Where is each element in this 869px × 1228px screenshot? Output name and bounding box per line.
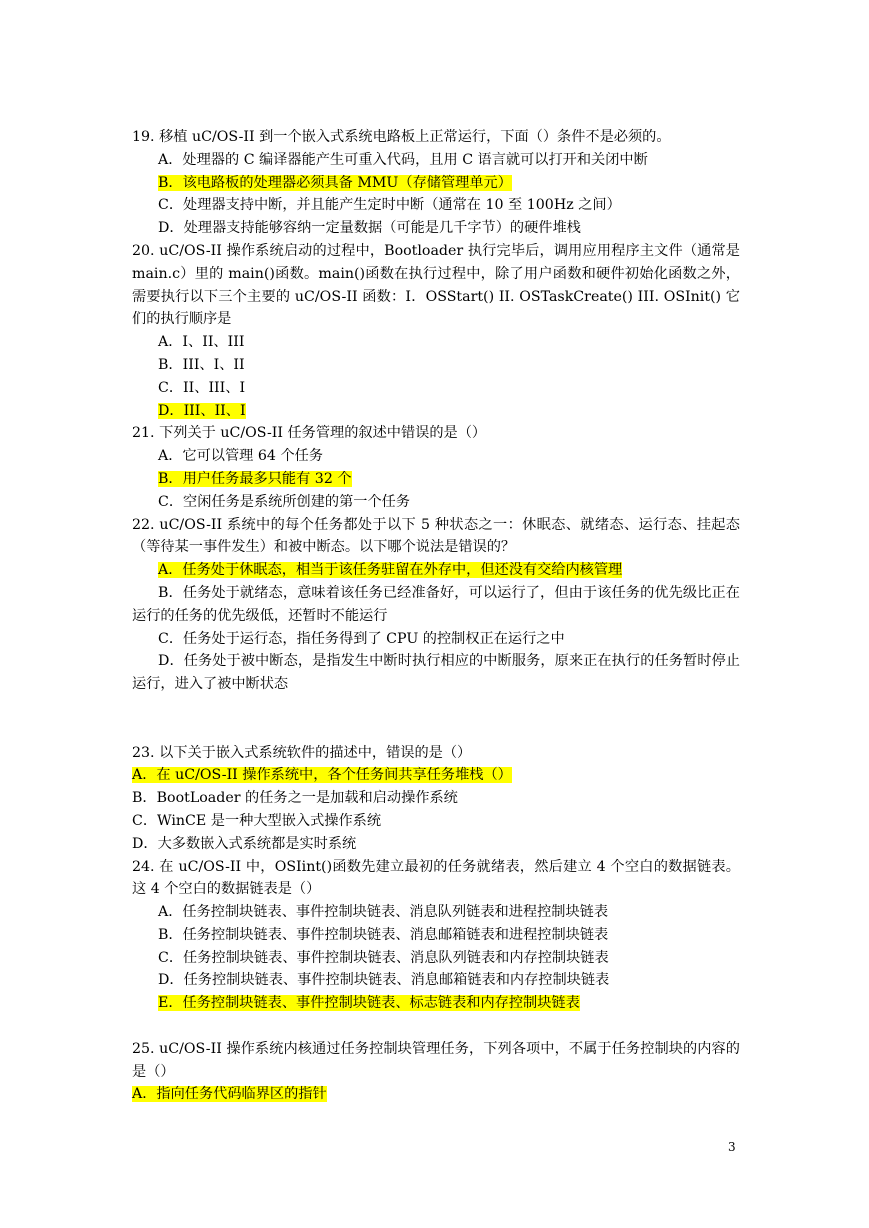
question-list [132,126,740,1106]
question-19-option-a: A．处理器的 C 编译器能产生可重入代码，且用 C 语言就可以打开和关闭中断 [158,151,648,168]
question-21-stem: 21. 下列关于 uC/OS-II 任务管理的叙述中错误的是（） [132,425,487,442]
question-23-option-c: C．WinCE 是一种大型嵌入式操作系统 [132,812,382,829]
spacer [132,696,740,742]
question-20-stem: 20. uC/OS-II 操作系统启动的过程中，Bootloader 执行完毕后，调用应用程序主文件（通常是 main.c）里的 main()函数。main()函数在执行过程中，除了用户函数和硬件初始化函数之外，需要执行以下三个主要的 uC/OS-II 函数：I．OSStart() II. OSTaskCreate() III. OSInit() 它们的执行顺序是 [132,242,740,328]
spacer [132,1015,740,1038]
answer-highlight: A．任务处于休眠态，相当于该任务驻留在外存中，但还没有交给内核管理 [158,562,623,579]
answer-highlight: E．任务控制块链表、事件控制块链表、标志链表和内存控制块链表 [158,995,580,1012]
question-22-option-b: B．任务处于就绪态，意味着该任务已经准备好，可以运行了，但由于该任务的优先级比正在运行的任务的优先级低，还暂时不能运行 [132,584,740,624]
question-23-option-b: B．BootLoader 的任务之一是加载和启动操作系统 [132,790,458,807]
question-19-option-d: D．处理器支持能够容纳一定量数据（可能是几千字节）的硬件堆栈 [158,220,581,237]
answer-highlight: B．该电路板的处理器必须具备 MMU（存储管理单元） [158,174,512,191]
question-21-option-b-answer [132,468,740,491]
question-22-option-d: D．任务处于被中断态，是指发生中断时执行相应的中断服务，原来正在执行的任务暂时停止运行，进入了被中断状态 [132,653,740,693]
question-23-stem: 23. 以下关于嵌入式系统软件的描述中，错误的是（） [132,744,472,761]
question-19-stem: 19. 移植 uC/OS-II 到一个嵌入式系统电路板上正常运行，下面（）条件不是必须的。 [132,129,671,145]
page-number: 3 [728,1140,736,1154]
question-23-option-a-answer [132,764,740,787]
question-19-option-c: C．处理器支持中断，并且能产生定时中断（通常在 10 至 100Hz 之间） [158,197,621,214]
question-21-option-a: A．它可以管理 64 个任务 [158,448,324,465]
question-25-option-a-answer [132,1083,740,1106]
question-19-option-b-answer [132,172,740,195]
question-22-option-c: C．任务处于运行态，指任务得到了 CPU 的控制权正在运行之中 [158,630,565,647]
question-22-option-a-answer [132,559,740,582]
question-24-option-d: D．任务控制块链表、事件控制块链表、消息邮箱链表和内存控制块链表 [158,972,610,989]
question-24-option-e-answer [132,992,740,1015]
question-20-option-d-answer [132,400,740,423]
question-25-stem: 25. uC/OS-II 操作系统内核通过任务控制块管理任务，下列各项中，不属于任务控制块的内容的是（） [132,1040,740,1080]
question-24-option-a: A．任务控制块链表、事件控制块链表、消息队列链表和进程控制块链表 [158,904,609,921]
question-24-stem: 24. 在 uC/OS-II 中，OSIint()函数先建立最初的任务就绪表，然后建立 4 个空白的数据链表。这 4 个空白的数据链表是（） [132,858,740,898]
question-23-option-d: D．大多数嵌入式系统都是实时系统 [132,835,357,852]
question-22-stem: 22. uC/OS-II 系统中的每个任务都处于以下 5 种状态之一：休眠态、就绪态、运行态、挂起态（等待某一事件发生）和被中断态。以下哪个说法是错误的？ [132,516,740,556]
question-20-option-b: B．III、I、II [158,356,245,373]
answer-highlight: A．在 uC/OS-II 操作系统中，各个任务间共享任务堆栈（） [132,767,512,784]
question-20-option-c: C．II、III、I [158,379,246,396]
question-20-option-a: A．I、II、III [158,334,245,351]
answer-highlight: D．III、II、I [158,402,246,419]
question-24-option-c: C．任务控制块链表、事件控制块链表、消息队列链表和内存控制块链表 [158,949,609,966]
question-24-option-b: B．任务控制块链表、事件控制块链表、消息邮箱链表和进程控制块链表 [158,926,609,943]
question-21-option-c: C．空闲任务是系统所创建的第一个任务 [158,493,411,510]
answer-highlight: B．用户任务最多只能有 32 个 [158,470,352,487]
answer-highlight: A．指向任务代码临界区的指针 [132,1086,327,1103]
